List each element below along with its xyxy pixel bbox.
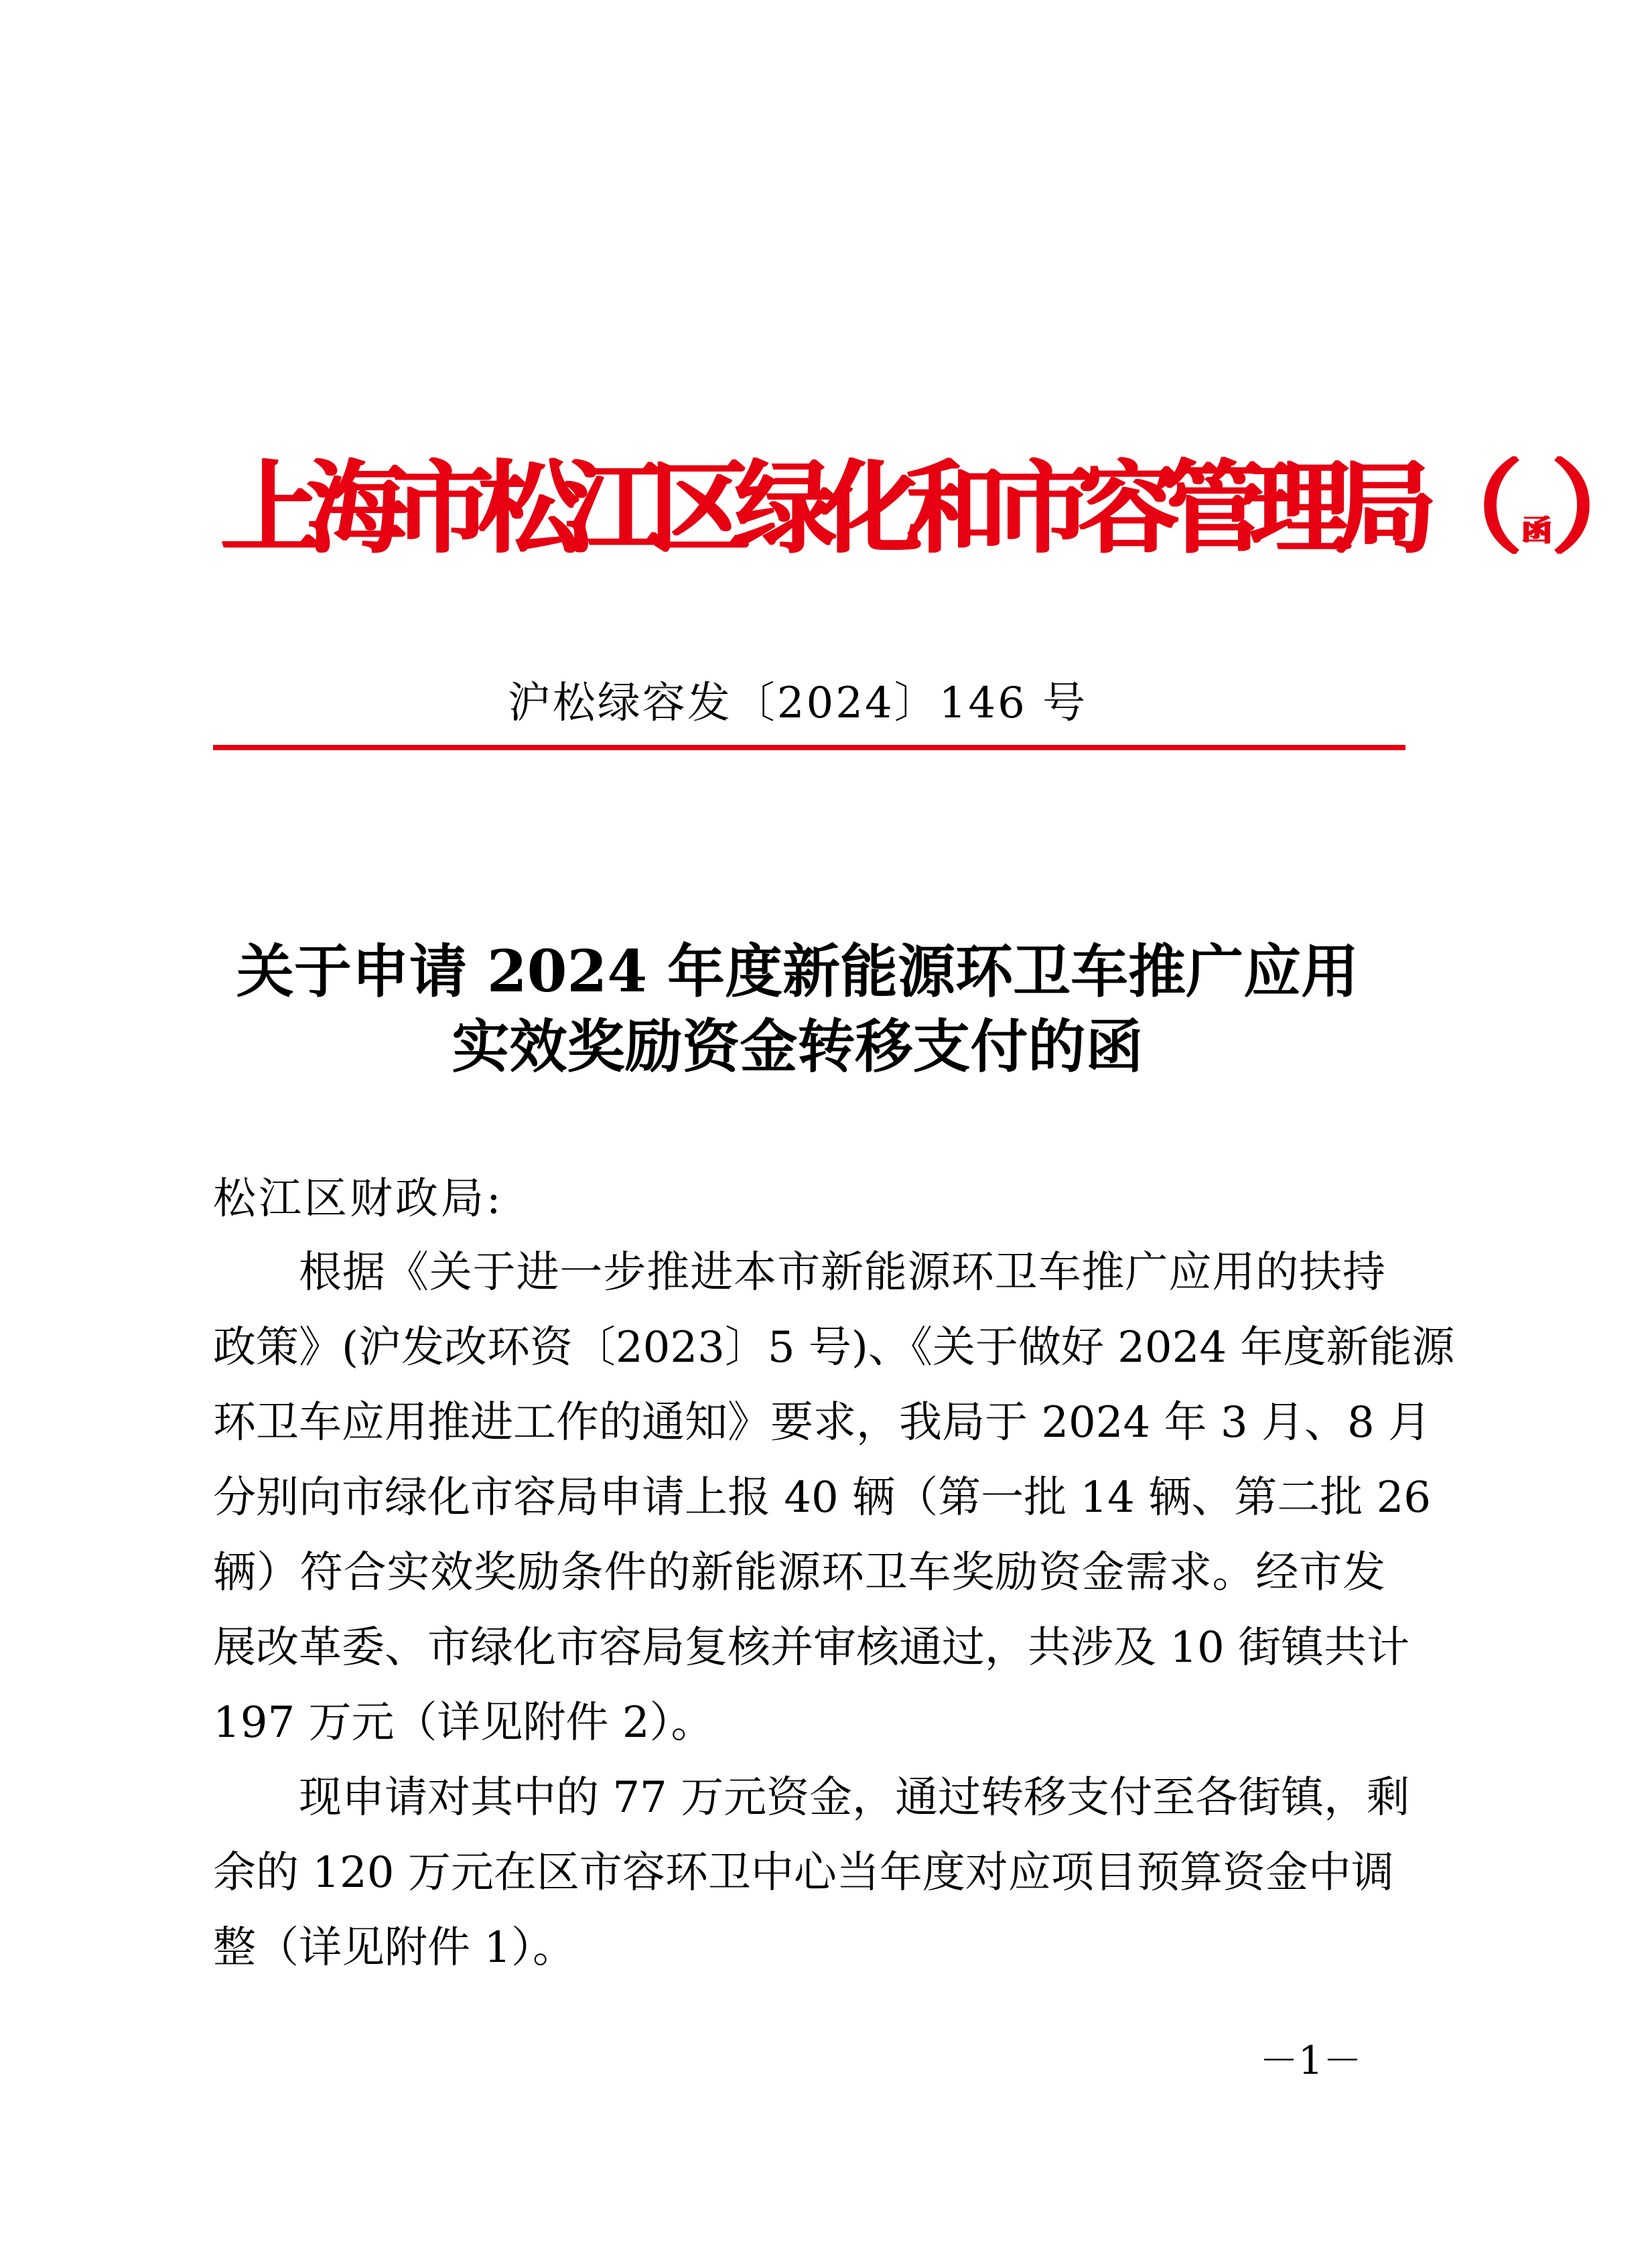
page-number: －1－ bbox=[1259, 2038, 1362, 2083]
issuing-authority-header bbox=[221, 442, 1652, 576]
paragraph-1-line-5: 辆）符合实效奖励条件的新能源环卫车奖励资金需求。经市发 bbox=[213, 1548, 1385, 1598]
paragraph-1-line-7: 197 万元（详见附件 2）。 bbox=[213, 1698, 714, 1748]
addressee: 松江区财政局: bbox=[213, 1174, 504, 1224]
document-title-line-1: 关于申请 2024 年度新能源环卫车推广应用 bbox=[236, 938, 1359, 1005]
header-paren-close: ） bbox=[1552, 451, 1652, 567]
paragraph-2-line-2: 余的 120 万元在区市容环卫中心当年度对应项目预算资金中调 bbox=[213, 1848, 1394, 1898]
document-number: 沪松绿容发〔2024〕146 号 bbox=[507, 679, 1088, 728]
document-title-line-2: 实效奖励资金转移支付的函 bbox=[452, 1013, 1144, 1080]
paragraph-1-line-6: 展改革委、市绿化市容局复核并审核通过，共涉及 10 街镇共计 bbox=[213, 1623, 1410, 1673]
red-divider-line bbox=[213, 745, 1405, 750]
paragraph-1-line-3: 环卫车应用推进工作的通知》要求，我局于 2024 年 3 月、8 月 bbox=[213, 1398, 1432, 1448]
paragraph-2-line-1: 现申请对其中的 77 万元资金，通过转移支付至各街镇，剩 bbox=[299, 1773, 1410, 1823]
header-paren-open: （ bbox=[1422, 451, 1523, 567]
document-type-label: 函 bbox=[1522, 514, 1552, 548]
paragraph-1-line-2: 政策》(沪发改环资〔2023〕5 号)、《关于做好 2024 年度新能源 bbox=[213, 1323, 1455, 1372]
document-title bbox=[0, 934, 1595, 1084]
paragraph-2-line-3: 整（详见附件 1）。 bbox=[213, 1923, 576, 1973]
authority-name: 上海市松江区绿化和市容管理局 bbox=[221, 451, 1422, 567]
paragraph-1-line-1: 根据《关于进一步推进本市新能源环卫车推广应用的扶持 bbox=[299, 1248, 1385, 1297]
paragraph-1-line-4: 分别向市绿化市容局申请上报 40 辆（第一批 14 辆、第二批 26 bbox=[213, 1473, 1432, 1523]
